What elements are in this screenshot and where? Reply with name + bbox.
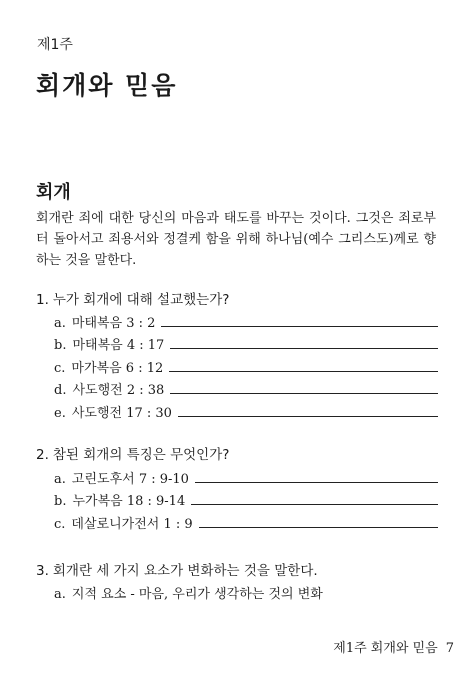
list-item [54,376,438,399]
list-item [54,331,438,354]
answer-line[interactable] [161,325,438,327]
item-letter: c. [54,516,66,532]
item-letter: a. [54,315,66,331]
question-1 [36,288,229,308]
item-letter: c. [54,360,66,376]
list-item [54,487,438,510]
list-item [54,464,438,487]
item-reference: 누가복음 18 : 9-14 [72,494,186,509]
item-reference: 데살로니가전서 1 : 9 [71,516,193,532]
answer-line[interactable] [195,481,438,483]
page-title: 회개와 믿음 [36,71,178,100]
list-item [54,509,438,532]
list-item [54,398,438,421]
answer-line[interactable] [199,526,438,528]
question-2 [36,443,229,463]
question-3 [36,559,318,579]
question-number: 2. [36,447,49,463]
item-letter: a. [54,471,66,487]
question-number: 3. [36,563,49,579]
question-text: 회개란 세 가지 요소가 변화하는 것을 말한다. [52,563,318,579]
item-letter: e. [54,405,66,421]
answer-line[interactable] [178,415,438,417]
question-3-items [54,579,438,602]
answer-line[interactable] [170,347,438,349]
list-item [54,308,438,331]
footer-label: 제1주 회개와 믿음 [333,641,438,656]
page-footer [333,637,454,656]
answer-line[interactable] [170,392,438,394]
item-reference: 마가복음 6 : 12 [71,360,164,376]
item-reference: 마태복음 4 : 17 [72,338,165,353]
question-text: 참된 회개의 특징은 무엇인가? [52,447,230,463]
item-reference: 사도행전 17 : 30 [71,405,172,421]
item-reference: 마태복음 3 : 2 [71,315,156,331]
list-item [54,353,438,376]
answer-line[interactable] [191,503,438,505]
answer-line[interactable] [169,370,438,372]
question-1-items [54,308,438,421]
week-label: 제1주 [37,37,73,53]
item-letter: b. [54,494,67,509]
question-number: 1. [36,292,49,308]
list-item [54,579,438,602]
item-letter: b. [54,338,67,353]
item-reference: 지적 요소 - 마음, 우리가 생각하는 것의 변화 [71,586,323,602]
item-letter: a. [54,586,66,602]
item-letter: d. [54,383,67,398]
question-text: 누가 회개에 대해 설교했는가? [52,292,230,308]
page-number: 7 [445,641,454,656]
section-title: 회개 [36,182,71,203]
item-reference: 사도행전 2 : 38 [72,383,165,398]
item-reference: 고린도후서 7 : 9-10 [71,471,189,487]
intro-paragraph: 회개란 죄에 대한 당신의 마음과 태도를 바꾸는 것이다. 그것은 죄로부터 돌아서고 죄용서와 정결케 함을 위해 하나님(예수 그리스도)께로 향하는 것을 말한다. [36,211,436,268]
question-2-items [54,464,438,532]
